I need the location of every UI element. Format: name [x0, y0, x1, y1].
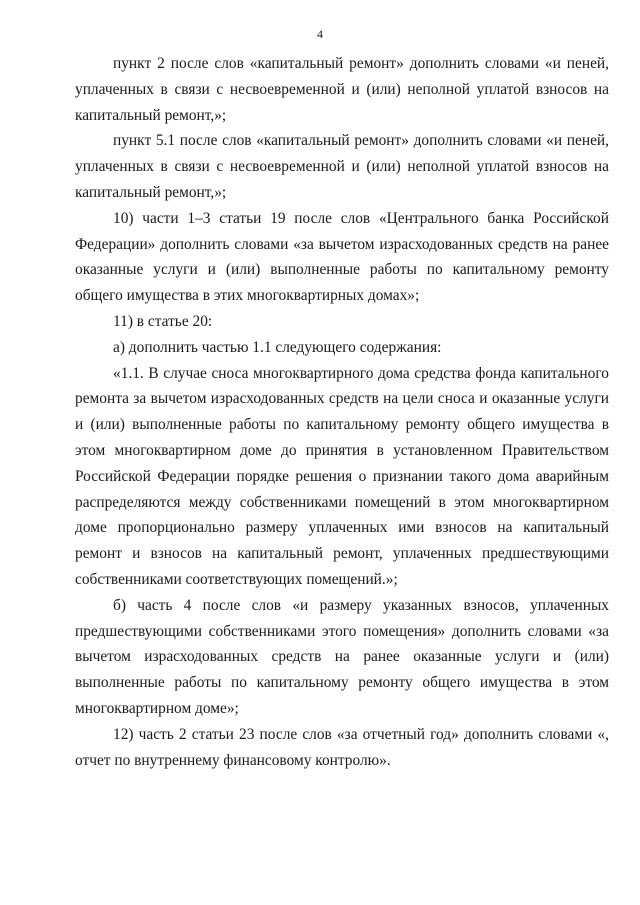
- document-body: [75, 51, 609, 773]
- paragraph-item-12: 12) часть 2 статьи 23 после слов «за отчетный год» дополнить словами «, отчет по внутреннему финансовому контролю».: [75, 725, 609, 769]
- paragraph-part-1-1: «1.1. В случае сноса многоквартирного дома средства фонда капитального ремонта за вычетом израсходованных средств на цели сноса и оказанные услуги и (или) выполненные работы по капитальному ремонту общего имущества в этом многоквартирном доме до принятия в установленном Правительством Российской Федерации порядке решения о признании такого дома аварийным распределяются между собственниками помещений в этом многоквартирном доме пропорционально размеру уплаченных ими взносов на капитальный ремонт и взносов на капитальный ремонт, уплаченных предшествующими собственниками соответствующих помещений.»;: [75, 364, 609, 588]
- paragraph-punkt-2: пункт 2 после слов «капитальный ремонт» дополнить словами «и пеней, уплаченных в связи с несвоевременной и (или) неполной уплатой взносов на капитальный ремонт,»;: [75, 55, 609, 124]
- paragraph-item-10: 10) части 1–3 статьи 19 после слов «Центрального банка Российской Федерации» дополнить словами «за вычетом израсходованных средств на ранее оказанные услуги и (или) выполненные работы по капитальному ремонту общего имущества в этих многоквартирных домах»;: [75, 209, 609, 305]
- paragraph-item-11: 11) в статье 20:: [113, 312, 213, 330]
- page-number: 4: [317, 27, 323, 41]
- paragraph-punkt-5-1: пункт 5.1 после слов «капитальный ремонт» дополнить словами «и пеней, уплаченных в связи с несвоевременной и (или) неполной уплатой взносов на капитальный ремонт,»;: [75, 132, 609, 201]
- paragraph-item-11-b: б) часть 4 после слов «и размеру указанных взносов, уплаченных предшествующими собственниками этого помещения» дополнить словами «за вычетом израсходованных средств на ранее оказанные услуги и (или) выполненные работы по капитальному ремонту общего имущества в этом многоквартирном доме»;: [75, 596, 609, 717]
- paragraph-item-11-a: а) дополнить частью 1.1 следующего содержания:: [113, 338, 442, 356]
